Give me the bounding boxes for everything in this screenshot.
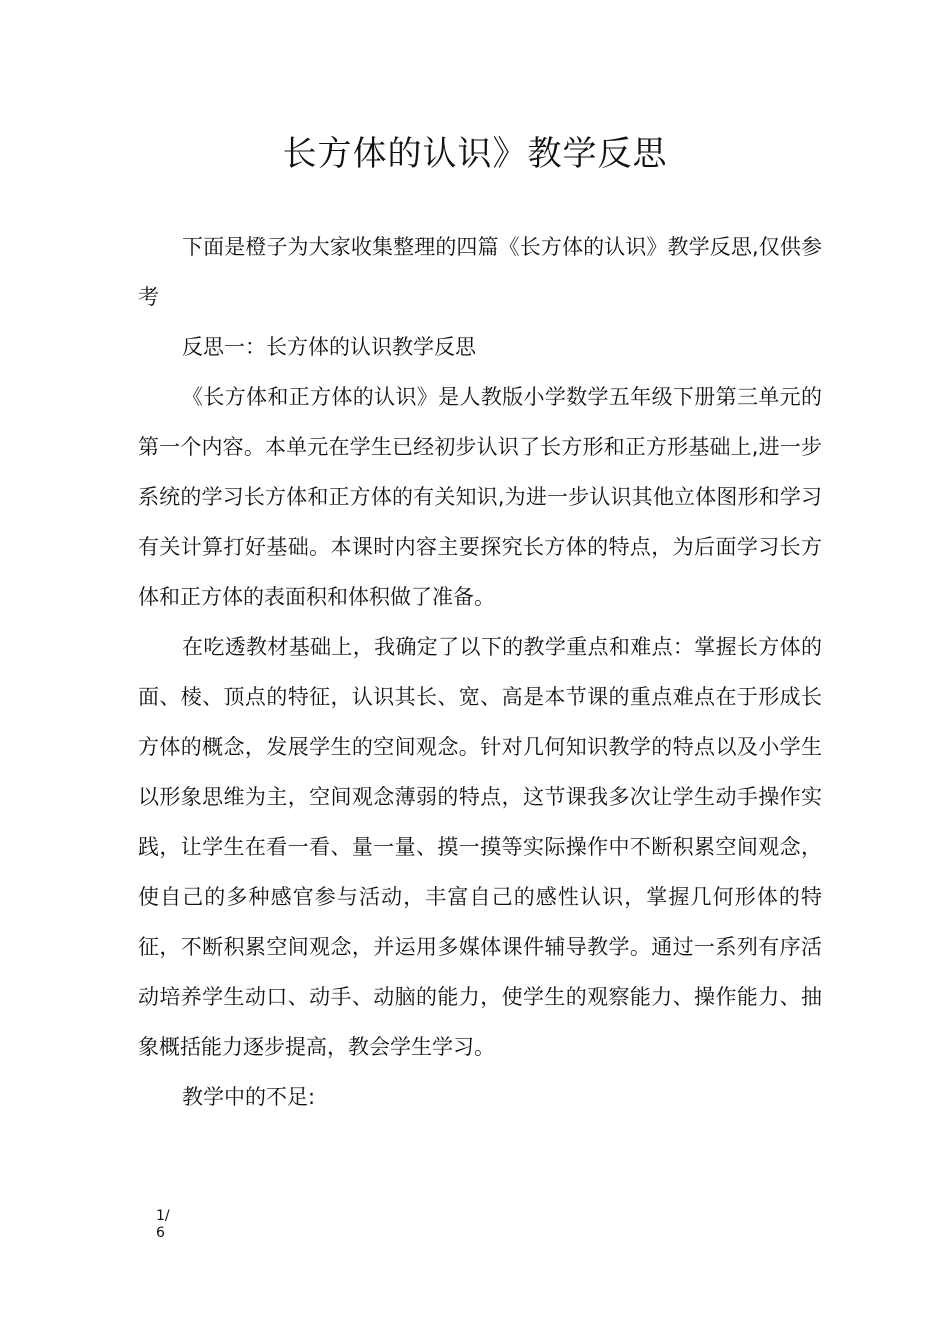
document-title: 长方体的认识》教学反思 <box>282 134 668 174</box>
intro-paragraph: 下面是橙子为大家收集整理的四篇《长方体的认识》教学反思,仅供参考 <box>138 235 822 309</box>
page-number-total: 6 <box>156 1225 165 1241</box>
body-paragraph: 在吃透教材基础上，我确定了以下的教学重点和难点：掌握长方体的面、棱、顶点的特征，认识其长、宽、高是本节课的重点难点在于形成长方体的概念，发展学生的空间观念。针对几何知识教学的特点以及小学生以形象思维为主，空间观念薄弱的特点，这节课我多次让学生动手操作实践，让学生在看一看、量一量、摸一摸等实际操作中不断积累空间观念，使自己的多种感官参与活动，丰富自己的感性认识，掌握几何形体的特征，不断积累空间观念，并运用多媒体课件辅导教学。通过一系列有序活动培养学生动口、动手、动脑的能力，使学生的观察能力、操作能力、抽象概括能力逐步提高，教会学生学习。 <box>138 635 822 1059</box>
shortcomings-heading: 教学中的不足: <box>182 1085 316 1109</box>
page-number-current: 1/ <box>156 1208 170 1224</box>
section-heading: 反思一：长方体的认识教学反思 <box>182 335 476 359</box>
page-number <box>156 1208 186 1242</box>
body-paragraph: 《长方体和正方体的认识》是人教版小学数学五年级下册第三单元的第一个内容。本单元在学生已经初步认识了长方形和正方形基础上,进一步系统的学习长方体和正方体的有关知识,为进一步认识其他立体图形和学习有关计算打好基础。本课时内容主要探究长方体的特点，为后面学习长方体和正方体的表面积和体积做了准备。 <box>138 385 822 609</box>
document-body <box>138 222 822 1122</box>
